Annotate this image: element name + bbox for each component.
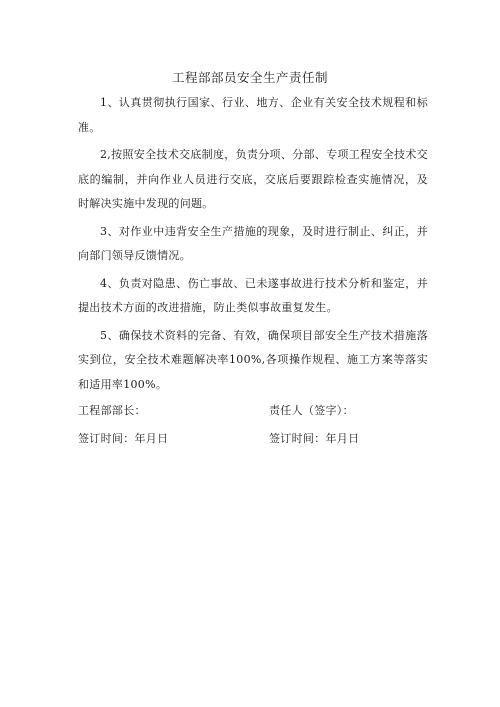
document-title: 工程部部员安全生产责任制 (171, 70, 328, 85)
paragraph-2: 2,按照安全技术交底制度，负责分项、分部、专项工程安全技术交底的编制，并向作业人员进行交底，交底后要跟踪检查实施情况，及时解决实施中发现的问题。 (78, 148, 428, 210)
responsible-signature-label: 责任人（签字）： (269, 404, 354, 417)
paragraph-3: 3、对作业中违背安全生产措施的现象，及时进行制止、纠正，并向部门领导反馈情况。 (78, 224, 428, 262)
paragraph-1: 1、认真贯彻执行国家、行业、地方、企业有关安全技术规程和标准。 (78, 96, 428, 134)
sign-date-right: 签订时间：年月日 (269, 432, 360, 445)
manager-signature-label: 工程部部长： (78, 404, 146, 417)
paragraph-5: 5、确保技术资料的完备、有效，确保项目部安全生产技术措施落实到位，安全技术难题解决率100%,各项操作规程、施工方案等落实和适用率100%。 (78, 328, 428, 391)
sign-date-left: 签订时间：年月日 (78, 432, 169, 445)
document-body (78, 91, 428, 400)
paragraph-4: 4、负责对隐患、伤亡事故、已未遂事故进行技术分析和鉴定，并提出技术方面的改进措施，防止类似事故重复发生。 (78, 276, 428, 314)
